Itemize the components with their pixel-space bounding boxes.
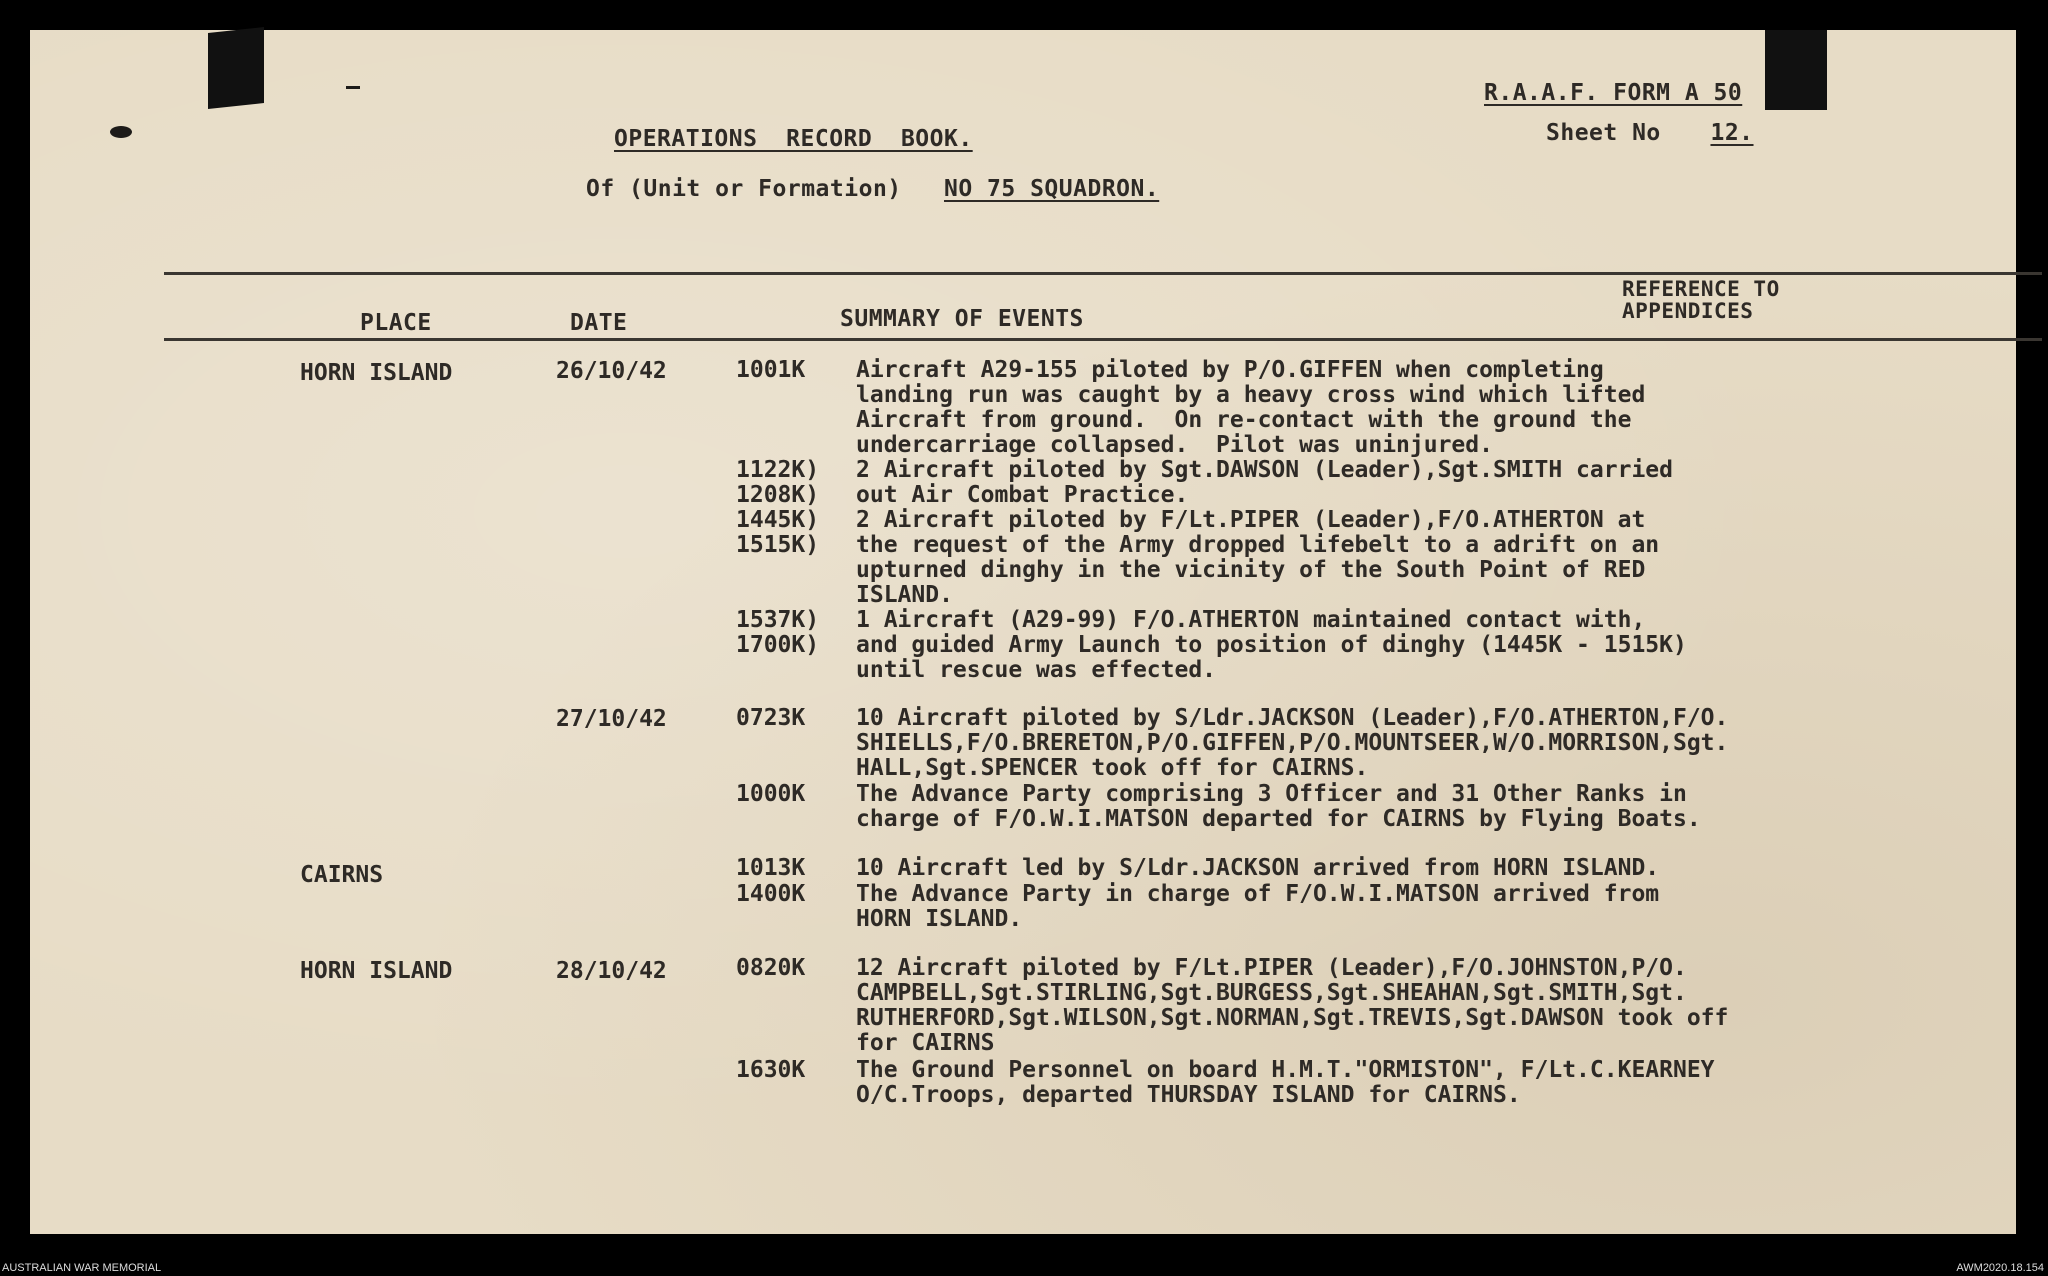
column-header-summary: SUMMARY OF EVENTS bbox=[840, 306, 1084, 332]
form-label: R.A.A.F. FORM A 50 bbox=[1484, 80, 1743, 106]
entry-place: HORN ISLAND bbox=[300, 958, 453, 984]
sheet-label: Sheet No bbox=[1546, 120, 1661, 146]
entry-summary: Aircraft A29-155 piloted by P/O.GIFFEN when completing landing run was caught by a heavy cross wind which lifted Aircraft from ground. On re-contact with the ground the undercarriage collapsed. Pilot was uninjured. bbox=[856, 357, 1646, 458]
header-rule-bottom bbox=[164, 338, 2042, 341]
entry-summary: 12 Aircraft piloted by F/Lt.PIPER (Leader),F/O.JOHNSTON,P/O. CAMPBELL,Sgt.STIRLING,Sgt.BURGESS,Sgt.SHEAHAN,Sgt.SMITH,Sgt. RUTHERFORD,Sgt.WILSON,Sgt.NORMAN,Sgt.TREVIS,Sgt.DAWSON took off for CAIRNS bbox=[856, 955, 1729, 1056]
column-header-reference: REFERENCE TO APPENDICES bbox=[1622, 277, 1780, 323]
entry-summary: 10 Aircraft piloted by S/Ldr.JACKSON (Leader),F/O.ATHERTON,F/O. SHIELLS,F/O.BRERETON,P/O.GIFFEN,P/O.MOUNTSEER,W/O.MORRISON,Sgt. HALL,Sgt.SPENCER took off for CAIRNS. bbox=[856, 705, 1729, 781]
entry-summary: 2 Aircraft piloted by F/Lt.PIPER (Leader),F/O.ATHERTON at the request of the Army dropped lifebelt to a adrift on an upturned dinghy in the vicinity of the South Point of RED ISLAND. bbox=[856, 507, 1660, 608]
document-page bbox=[30, 30, 2016, 1234]
sheet-number: 12. bbox=[1710, 120, 1754, 146]
binder-tab-right bbox=[1765, 30, 1827, 110]
entry-place: CAIRNS bbox=[300, 862, 384, 888]
binder-tab-left bbox=[208, 27, 264, 109]
entry-time: 1630K bbox=[736, 1057, 806, 1083]
ink-mark bbox=[346, 86, 360, 89]
entry-date: 27/10/42 bbox=[556, 706, 667, 732]
column-header-place: PLACE bbox=[360, 310, 432, 336]
entry-time: 0820K bbox=[736, 955, 806, 981]
column-header-date: DATE bbox=[570, 310, 628, 336]
entry-time: 1445K) 1515K) bbox=[736, 507, 820, 558]
entry-time: 1000K bbox=[736, 781, 806, 807]
entry-date: 28/10/42 bbox=[556, 958, 667, 984]
entry-time: 1013K bbox=[736, 855, 806, 881]
document-title: OPERATIONS RECORD BOOK. bbox=[614, 126, 973, 152]
entry-time: 1537K) 1700K) bbox=[736, 607, 820, 658]
entry-summary: The Advance Party comprising 3 Officer and 31 Other Ranks in charge of F/O.W.I.MATSON departed for CAIRNS by Flying Boats. bbox=[856, 781, 1701, 832]
ink-mark bbox=[110, 126, 132, 138]
entry-time: 0723K bbox=[736, 705, 806, 731]
entry-place: HORN ISLAND bbox=[300, 360, 453, 386]
entry-time: 1400K bbox=[736, 881, 806, 907]
entry-summary: 10 Aircraft led by S/Ldr.JACKSON arrived from HORN ISLAND. bbox=[856, 855, 1660, 881]
header-rule-top bbox=[164, 272, 2042, 275]
entry-summary: 2 Aircraft piloted by Sgt.DAWSON (Leader),Sgt.SMITH carried out Air Combat Practice. bbox=[856, 457, 1673, 508]
entry-summary: The Advance Party in charge of F/O.W.I.MATSON arrived from HORN ISLAND. bbox=[856, 881, 1660, 932]
footer-accession-number: AWM2020.18.154 bbox=[1956, 1262, 2044, 1274]
unit-name: NO 75 SQUADRON. bbox=[944, 176, 1160, 202]
footer-source: AUSTRALIAN WAR MEMORIAL bbox=[2, 1262, 162, 1274]
entry-time: 1001K bbox=[736, 357, 806, 383]
entry-summary: The Ground Personnel on board H.M.T."ORMISTON", F/Lt.C.KEARNEY O/C.Troops, departed THURSDAY ISLAND for CAIRNS. bbox=[856, 1057, 1715, 1108]
entry-date: 26/10/42 bbox=[556, 358, 667, 384]
entry-summary: 1 Aircraft (A29-99) F/O.ATHERTON maintained contact with, and guided Army Launch to position of dinghy (1445K - 1515K) until rescue was effected. bbox=[856, 607, 1687, 683]
entry-time: 1122K) 1208K) bbox=[736, 457, 820, 508]
unit-label: Of (Unit or Formation) bbox=[586, 176, 902, 202]
